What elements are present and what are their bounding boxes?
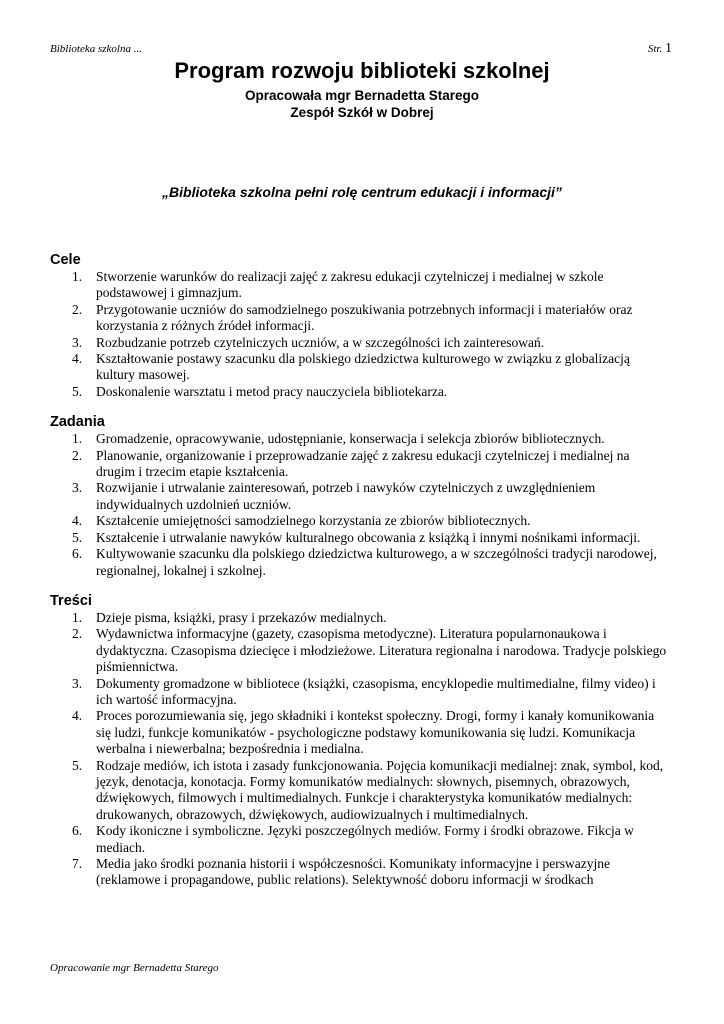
list-item-text: Dokumenty gromadzone w bibliotece (książki, czasopisma, encyklopedie multimedialne, filmy video) i ich wartość informacyjna. bbox=[96, 675, 656, 707]
list-item-number: 6. bbox=[72, 823, 83, 839]
list-item-text: Planowanie, organizowanie i przeprowadzanie zajęć z zakresu edukacji czytelniczej i medialnej na drugim i trzecim etapie kształcenia. bbox=[96, 447, 630, 480]
list-item-number: 5. bbox=[72, 757, 83, 773]
list-item bbox=[50, 856, 670, 889]
list-item bbox=[50, 431, 670, 447]
list-item-number: 2. bbox=[72, 301, 83, 317]
list-item-text: Rodzaje mediów, ich istota i zasady funkcjonowania. Pojęcia komunikacji medialnej: znak, symbol, kod, język, denotacja, konotacja. Formy komunikatów medialnych: słownych, pisemnych, obrazowych, dźwiękowych, filmowych i multimedialnych. Funkcje i charakterystyka komunikatów medialnych: drukowanych, obrazowych, dźwiękowych, audiowizualnych i multimedialnych. bbox=[96, 757, 664, 822]
list-item bbox=[50, 302, 670, 335]
list-item-text: Gromadzenie, opracowywanie, udostępnianie, konserwacja i selekcja zbiorów bibliotecznych. bbox=[96, 431, 605, 447]
list-item-number: 1. bbox=[72, 269, 83, 284]
section-heading: Zadania bbox=[50, 414, 105, 431]
list-item-number: 3. bbox=[72, 334, 83, 350]
sections-container bbox=[50, 252, 670, 903]
list-item bbox=[50, 676, 670, 709]
list-item-number: 7. bbox=[72, 856, 83, 871]
list-item-text: Kody ikoniczne i symboliczne. Języki poszczególnych mediów. Formy i środki obrazowe. Fikcja w mediach. bbox=[96, 823, 634, 855]
list-item-number: 2. bbox=[72, 626, 83, 642]
list-item-text: Media jako środki poznania historii i współczesności. Komunikaty informacyjne i perswazyjne (reklamowe i propagandowe, public relations). Selektywność doboru informacji w środkach bbox=[96, 856, 610, 888]
numbered-list bbox=[50, 610, 670, 889]
list-item-text: Przygotowanie uczniów do samodzielnego poszukiwania potrzebnych informacji i materiałów oraz korzystania z różnych źródeł informacji. bbox=[96, 301, 633, 334]
list-item-text: Wydawnictwa informacyjne (gazety, czasopisma metodyczne). Literatura popularnonaukowa i dydaktyczna. Czasopisma dziecięce i młodzieżowe. Literatura regionalna i narodowa. Tradycje polskiego piśmiennictwa. bbox=[96, 626, 667, 675]
list-item-number: 1. bbox=[72, 609, 83, 625]
section-heading: Treści bbox=[50, 592, 92, 609]
list-item bbox=[50, 530, 670, 546]
school-line: Zespół Szkół w Dobrej bbox=[290, 105, 434, 120]
list-item-text: Kształtowanie postawy szacunku dla polskiego dziedzictwa kulturowego w związku z globalizacją kultury masowej. bbox=[96, 351, 630, 383]
list-item-text: Stworzenie warunków do realizacji zajęć z zakresu edukacji czytelniczej i medialnej w szkole podstawowej i gimnazjum. bbox=[96, 269, 604, 301]
list-item-text: Kształcenie umiejętności samodzielnego korzystania ze zbiorów bibliotecznych. bbox=[96, 513, 531, 529]
section bbox=[50, 414, 670, 579]
list-item-text: Dzieje pisma, książki, prasy i przekazów medialnych. bbox=[96, 609, 387, 625]
section-heading: Cele bbox=[50, 252, 81, 268]
numbered-list bbox=[50, 269, 670, 400]
list-item-number: 1. bbox=[72, 431, 83, 447]
running-header: Biblioteka szkolna ... bbox=[50, 43, 142, 55]
list-item-number: 3. bbox=[72, 675, 83, 691]
list-item bbox=[50, 480, 670, 513]
page-label: Str. bbox=[647, 43, 663, 55]
list-item-text: Rozbudzanie potrzeb czytelniczych uczniów, a w szczególności ich zainteresowań. bbox=[96, 334, 545, 350]
list-item bbox=[50, 351, 670, 384]
section bbox=[50, 252, 670, 400]
list-item bbox=[50, 823, 670, 856]
motto: „Biblioteka szkolna pełni rolę centrum edukacji i informacji” bbox=[162, 184, 562, 200]
page-number: 1 bbox=[665, 41, 672, 56]
author-line: Opracowała mgr Bernadetta Starego bbox=[244, 88, 480, 103]
list-item-text: Kultywowanie szacunku dla polskiego dziedzictwa kulturowego, a w szczególności tradycji narodowej, regionalnej, lokalnej i szkolnej. bbox=[96, 546, 657, 578]
list-item bbox=[50, 269, 670, 302]
list-item-number: 5. bbox=[72, 529, 83, 545]
list-item-number: 4. bbox=[72, 708, 83, 724]
list-item bbox=[50, 758, 670, 824]
page-title: Program rozwoju biblioteki szkolnej bbox=[174, 58, 550, 83]
list-item bbox=[50, 384, 670, 400]
list-item-number: 4. bbox=[72, 351, 83, 367]
list-item bbox=[50, 626, 670, 675]
list-item bbox=[50, 448, 670, 481]
list-item bbox=[50, 610, 670, 626]
list-item-text: Rozwijanie i utrwalanie zainteresowań, potrzeb i nawyków czytelniczych z uwzględnieniem indywidualnych uzdolnień uczniów. bbox=[96, 480, 596, 512]
list-item-number: 2. bbox=[72, 447, 83, 463]
list-item-number: 3. bbox=[72, 480, 83, 496]
list-item bbox=[50, 513, 670, 529]
running-footer: Opracowanie mgr Bernadetta Starego bbox=[50, 962, 219, 974]
list-item bbox=[50, 335, 670, 351]
list-item-text: Kształcenie i utrwalanie nawyków kulturalnego obcowania z książką i innymi nośnikami informacji. bbox=[96, 529, 641, 545]
list-item-number: 6. bbox=[72, 546, 83, 562]
list-item-number: 5. bbox=[72, 383, 83, 399]
list-item-text: Proces porozumiewania się, jego składniki i kontekst społeczny. Drogi, formy i kanały komunikowania się ludzi, funkcje komunikatów - psychologiczne podstawy komunikowania się ludzi. Komunikacja werbalna i niewerbalna; bezpośrednia i medialna. bbox=[96, 708, 655, 757]
list-item-number: 4. bbox=[72, 513, 83, 529]
list-item-text: Doskonalenie warsztatu i metod pracy nauczyciela bibliotekarza. bbox=[96, 383, 448, 399]
list-item bbox=[50, 708, 670, 757]
section bbox=[50, 593, 670, 889]
list-item bbox=[50, 546, 670, 579]
numbered-list bbox=[50, 431, 670, 579]
page-number-header bbox=[648, 41, 672, 57]
